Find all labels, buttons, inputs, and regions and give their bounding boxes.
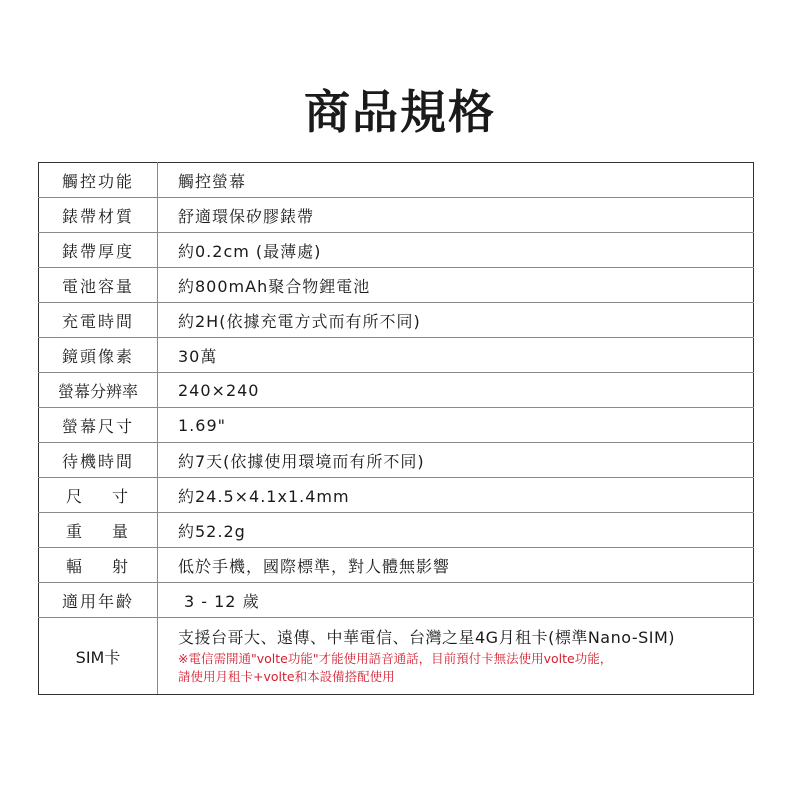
spec-table bbox=[38, 162, 754, 695]
spec-label: 螢幕分辨率 bbox=[39, 373, 158, 408]
spec-label: 充電時間 bbox=[39, 303, 158, 338]
spec-label: 螢幕尺寸 bbox=[39, 408, 158, 443]
table-row bbox=[39, 268, 754, 303]
spec-label: 錶帶厚度 bbox=[39, 233, 158, 268]
spec-value: 約2H(依據充電方式而有所不同) bbox=[158, 303, 754, 338]
sim-note-line: 請使用月租卡+volte和本設備搭配使用 bbox=[178, 669, 395, 684]
spec-label-part: 輻 bbox=[66, 556, 85, 576]
page-title: 商品規格 bbox=[304, 85, 496, 139]
spec-label: 適用年齡 bbox=[39, 583, 158, 618]
table-row bbox=[39, 478, 754, 513]
spec-label: 電池容量 bbox=[39, 268, 158, 303]
spec-value bbox=[158, 618, 754, 695]
spec-label-part: 射 bbox=[111, 556, 130, 576]
table-row bbox=[39, 443, 754, 478]
spec-label: 鏡頭像素 bbox=[39, 338, 158, 373]
spec-label-part: 重 bbox=[66, 521, 85, 541]
spec-label: 待機時間 bbox=[39, 443, 158, 478]
table-row bbox=[39, 198, 754, 233]
table-row bbox=[39, 583, 754, 618]
spec-label: 觸控功能 bbox=[39, 163, 158, 198]
spec-value: 30萬 bbox=[158, 338, 754, 373]
table-row bbox=[39, 373, 754, 408]
spec-value: 約52.2g bbox=[158, 513, 754, 548]
spec-value: 約0.2cm (最薄處) bbox=[158, 233, 754, 268]
spec-label bbox=[39, 548, 158, 583]
spec-value: 低於手機，國際標準，對人體無影響 bbox=[158, 548, 754, 583]
table-row bbox=[39, 338, 754, 373]
sim-note-line: ※電信需開通"volte功能"才能使用語音通話，目前預付卡無法使用volte功能， bbox=[178, 651, 613, 666]
table-row bbox=[39, 163, 754, 198]
spec-value: 舒適環保矽膠錶帶 bbox=[158, 198, 754, 233]
spec-label-part: 量 bbox=[111, 521, 130, 541]
table-row bbox=[39, 303, 754, 338]
table-row bbox=[39, 408, 754, 443]
spec-label bbox=[39, 478, 158, 513]
spec-value: 3 - 12 歲 bbox=[158, 583, 754, 618]
table-row bbox=[39, 233, 754, 268]
spec-value: 1.69" bbox=[158, 408, 754, 443]
spec-value: 約7天(依據使用環境而有所不同) bbox=[158, 443, 754, 478]
spec-label: SIM卡 bbox=[39, 618, 158, 695]
spec-value: 觸控螢幕 bbox=[158, 163, 754, 198]
table-row bbox=[39, 618, 754, 695]
spec-value: 240×240 bbox=[158, 373, 754, 408]
spec-label bbox=[39, 513, 158, 548]
spec-label-part: 寸 bbox=[111, 486, 130, 506]
table-row bbox=[39, 548, 754, 583]
sim-support-text: 支援台哥大、遠傳、中華電信、台灣之星4G月租卡(標準Nano-SIM) bbox=[178, 628, 676, 647]
spec-value: 約800mAh聚合物鋰電池 bbox=[158, 268, 754, 303]
spec-label: 錶帶材質 bbox=[39, 198, 158, 233]
spec-value: 約24.5×4.1x1.4mm bbox=[158, 478, 754, 513]
table-row bbox=[39, 513, 754, 548]
spec-label-part: 尺 bbox=[66, 486, 85, 506]
